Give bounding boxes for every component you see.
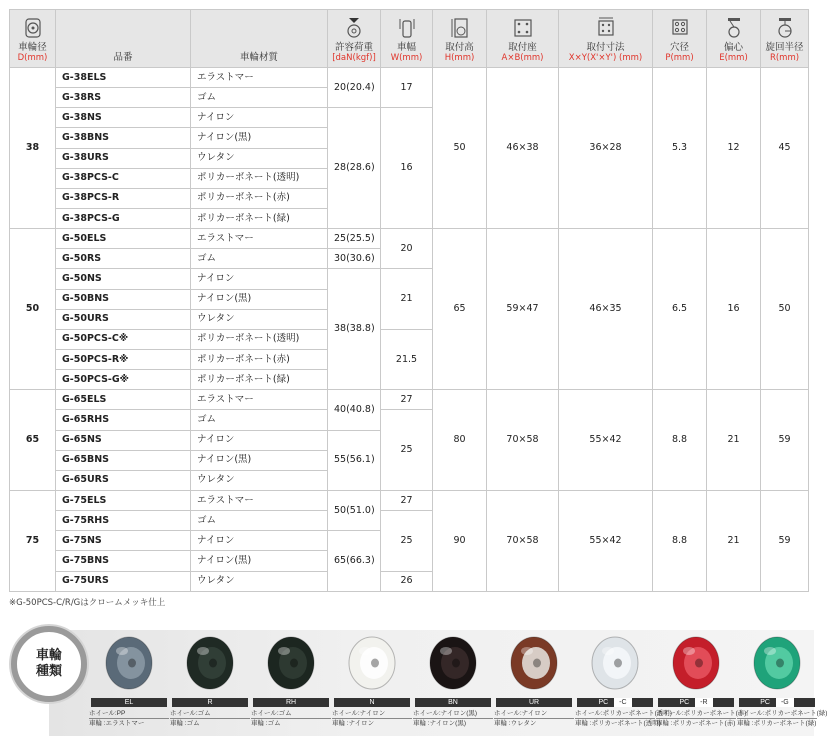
group-65 (10, 390, 809, 491)
hole-cell: 6.5 (653, 229, 707, 390)
wheel-image-icon (264, 634, 318, 692)
header-label: 偏心 (723, 42, 743, 53)
header-unit: X×Y(X'×Y') (mm) (568, 53, 643, 63)
material-cell: ナイロン (191, 531, 328, 551)
plate-cell: 46×38 (487, 68, 559, 229)
offset-icon (725, 17, 743, 39)
wheel-type-description (89, 709, 169, 728)
wheel-code-suffix: -R (695, 698, 712, 707)
part-code: G-38PCS-C (56, 168, 191, 188)
diameter-cell: 38 (10, 68, 56, 229)
wheel-code-suffix: -G (776, 698, 794, 707)
width-cell: 17 (381, 68, 433, 108)
material-cell: ナイロン(黒) (191, 551, 328, 571)
part-code: G-65RHS (56, 410, 191, 430)
footnote: ※G-50PCS-C/R/Gはクロームメッキ仕上 (9, 597, 166, 608)
part-code: G-50URS (56, 309, 191, 329)
header-unit: A×B(mm) (501, 53, 544, 63)
wheel-image-icon (669, 634, 723, 692)
part-code: G-50RS (56, 249, 191, 269)
header-label: 車輪径 (18, 42, 47, 53)
wheel-tire-material: 車輪 :ナイロン (332, 720, 375, 727)
hole-diameter-icon (670, 17, 690, 39)
wheel-code-label: BN (448, 699, 458, 706)
part-code: G-50PCS-R※ (56, 349, 191, 369)
wheel-tire-material: 車輪 :ゴム (170, 720, 200, 727)
material-cell: ポリカーボネート(透明) (191, 168, 328, 188)
wheel-type-item (737, 634, 827, 734)
wheel-hub-material: ホイール:PP (89, 709, 169, 719)
part-code: G-38NS (56, 108, 191, 128)
radius-cell: 45 (761, 68, 809, 229)
width-cell: 27 (381, 490, 433, 510)
wheel-code-label: PC (679, 699, 690, 706)
wheel-image-icon (750, 634, 804, 692)
width-cell: 27 (381, 390, 433, 410)
plate-cell: 70×58 (487, 390, 559, 491)
wheel-hub-material: ホイール:ゴム (251, 709, 331, 719)
badge-line: 車輪 (35, 648, 62, 663)
plate-cell: 70×58 (487, 490, 559, 591)
wheel-tire-material: 車輪 :ポリカーボネート(緑) (737, 720, 817, 727)
wheel-type-code (739, 698, 815, 707)
wheel-type-item (494, 634, 574, 734)
mounting-plate-icon (512, 17, 534, 39)
wheel-code-label: UR (528, 699, 540, 706)
wheel-tire-material: 車輪 :ポリカーボネート(赤) (656, 720, 736, 727)
wheel-image-icon (507, 634, 561, 692)
header-code (56, 10, 191, 68)
part-code: G-75ELS (56, 490, 191, 510)
wheel-type-code (577, 698, 653, 707)
height-cell: 50 (433, 68, 487, 229)
header-radius (761, 10, 809, 68)
header-load (328, 10, 381, 68)
wheel-type-description (656, 709, 747, 728)
material-cell: ナイロン (191, 108, 328, 128)
spec-sheet (9, 9, 808, 609)
wheel-code-label: PC (598, 699, 609, 706)
table-row (10, 229, 809, 249)
wheel-type-code (91, 698, 167, 707)
material-cell: ナイロン(黒) (191, 289, 328, 309)
wheel-type-item (413, 634, 493, 734)
wheel-type-description (332, 709, 412, 728)
material-cell: ナイロン (191, 430, 328, 450)
wheel-types-panel (49, 630, 827, 736)
header-unit: R(mm) (769, 53, 800, 63)
part-code: G-50NS (56, 269, 191, 289)
part-code: G-50ELS (56, 229, 191, 249)
part-code: G-38BNS (56, 128, 191, 148)
part-code: G-75BNS (56, 551, 191, 571)
hole-cell: 5.3 (653, 68, 707, 229)
dims-cell: 55×42 (559, 390, 653, 491)
material-cell: ポリカーボネート(赤) (191, 188, 328, 208)
load-cell: 65(66.3) (328, 531, 381, 591)
wheel-type-description (170, 709, 250, 728)
dims-cell: 46×35 (559, 229, 653, 390)
material-cell: ゴム (191, 88, 328, 108)
material-cell: ナイロン(黒) (191, 450, 328, 470)
wheel-type-code (415, 698, 491, 707)
part-code: G-75RHS (56, 511, 191, 531)
material-cell: ポリカーボネート(緑) (191, 208, 328, 228)
load-cell: 40(40.8) (328, 390, 381, 430)
wheel-image-icon (102, 634, 156, 692)
wheel-type-code (334, 698, 410, 707)
wheel-type-description (413, 709, 493, 728)
wheel-image-icon (588, 634, 642, 692)
material-cell: ウレタン (191, 148, 328, 168)
wheel-type-description (251, 709, 331, 728)
wheel-type-code (253, 698, 329, 707)
material-cell: エラストマー (191, 68, 328, 88)
part-code: G-65BNS (56, 450, 191, 470)
table-row (10, 68, 809, 88)
material-cell: エラストマー (191, 490, 328, 510)
load-cell: 28(28.6) (328, 108, 381, 229)
header-label: 取付寸法 (586, 42, 625, 53)
header-hole (653, 10, 707, 68)
wheel-type-item (170, 634, 250, 734)
header-unit: H(mm) (444, 53, 475, 63)
header-width (381, 10, 433, 68)
header-offset (707, 10, 761, 68)
part-code: G-75URS (56, 571, 191, 591)
wheel-code-suffix: -C (614, 698, 631, 707)
wheel-type-description (575, 709, 672, 728)
material-cell: ナイロン(黒) (191, 128, 328, 148)
wheel-tire-material: 車輪 :ウレタン (494, 720, 537, 727)
part-code: G-38ELS (56, 68, 191, 88)
radius-cell: 59 (761, 490, 809, 591)
table-row (10, 390, 809, 410)
width-cell: 21 (381, 269, 433, 329)
wheel-tire-material: 車輪 :ゴム (251, 720, 281, 727)
diameter-cell: 50 (10, 229, 56, 390)
material-cell: ゴム (191, 511, 328, 531)
wheel-width-icon (398, 17, 416, 39)
load-cell: 55(56.1) (328, 430, 381, 490)
material-cell: ポリカーボネート(透明) (191, 329, 328, 349)
group-38 (10, 68, 809, 229)
diameter-cell: 65 (10, 390, 56, 491)
mounting-height-icon (450, 17, 470, 39)
wheel-type-item (575, 634, 672, 734)
header-height (433, 10, 487, 68)
load-cell: 30(30.6) (328, 249, 381, 269)
header-plate (487, 10, 559, 68)
wheel-type-item (89, 634, 169, 734)
wheel-code-label: PC (760, 699, 770, 706)
width-cell: 16 (381, 108, 433, 229)
material-cell: ウレタン (191, 470, 328, 490)
group-75 (10, 490, 809, 591)
header-label: 車輪材質 (239, 52, 278, 63)
material-cell: ゴム (191, 410, 328, 430)
header-label: 取付座 (508, 42, 537, 53)
wheel-hub-material: ホイール:ゴム (170, 709, 250, 719)
wheel-hub-material: ホイール:ナイロン (332, 709, 412, 719)
header-label: 旋回半径 (765, 42, 804, 53)
part-code: G-50BNS (56, 289, 191, 309)
dims-cell: 55×42 (559, 490, 653, 591)
plate-cell: 59×47 (487, 229, 559, 390)
wheel-image-icon (183, 634, 237, 692)
radius-cell: 50 (761, 229, 809, 390)
header-unit: D(mm) (17, 53, 48, 63)
height-cell: 80 (433, 390, 487, 491)
header-label: 取付高 (445, 42, 474, 53)
table-row (10, 490, 809, 510)
badge-line: 種類 (35, 664, 62, 679)
wheel-hub-material: ホイール:ポリカーボネート(緑) (737, 710, 827, 717)
header-unit: P(mm) (665, 53, 694, 63)
wheel-type-code (658, 698, 734, 707)
width-cell: 26 (381, 571, 433, 591)
width-cell: 21.5 (381, 329, 433, 389)
spec-table (9, 9, 809, 592)
width-cell: 20 (381, 229, 433, 269)
load-cell: 20(20.4) (328, 68, 381, 108)
offset-cell: 21 (707, 390, 761, 491)
wheel-tire-material: 車輪 :エラストマー (89, 720, 145, 727)
wheel-hub-material: ホイール:ナイロン (494, 709, 574, 719)
wheel-type-description (737, 709, 827, 728)
height-cell: 90 (433, 490, 487, 591)
part-code: G-75NS (56, 531, 191, 551)
header-label: 車幅 (396, 42, 416, 53)
part-code: G-65ELS (56, 390, 191, 410)
material-cell: ウレタン (191, 571, 328, 591)
header-material (191, 10, 328, 68)
material-cell: ポリカーボネート(緑) (191, 370, 328, 390)
part-code: G-38URS (56, 148, 191, 168)
wheel-type-code (172, 698, 248, 707)
wheel-type-description (494, 709, 574, 728)
wheel-type-item (251, 634, 331, 734)
part-code: G-38PCS-G (56, 208, 191, 228)
wheel-image-icon (345, 634, 399, 692)
offset-cell: 12 (707, 68, 761, 229)
material-cell: ゴム (191, 249, 328, 269)
wheel-types-badge (11, 626, 87, 702)
wheel-type-item (332, 634, 412, 734)
load-cell: 50(51.0) (328, 490, 381, 530)
width-cell: 25 (381, 410, 433, 491)
material-cell: エラストマー (191, 390, 328, 410)
hole-cell: 8.8 (653, 390, 707, 491)
material-cell: ナイロン (191, 269, 328, 289)
height-cell: 65 (433, 229, 487, 390)
wheel-type-item (656, 634, 747, 734)
header-unit: E(mm) (719, 53, 748, 63)
diameter-cell: 75 (10, 490, 56, 591)
offset-cell: 21 (707, 490, 761, 591)
part-code: G-50PCS-G※ (56, 370, 191, 390)
material-cell: エラストマー (191, 229, 328, 249)
group-50 (10, 229, 809, 390)
wheel-hub-material: ホイール:ポリカーボネート(赤) (656, 710, 747, 717)
wheel-image-icon (426, 634, 480, 692)
material-cell: ウレタン (191, 309, 328, 329)
wheel-types-section (9, 630, 827, 736)
header-unit: W(mm) (390, 53, 423, 63)
wheel-hub-material: ホイール:ポリカーボネート(透明) (575, 710, 672, 717)
header-row (10, 10, 809, 68)
radius-cell: 59 (761, 390, 809, 491)
part-code: G-38PCS-R (56, 188, 191, 208)
load-cell: 25(25.5) (328, 229, 381, 249)
wheel-code-label: R (207, 699, 213, 706)
wheel-type-code (496, 698, 572, 707)
mounting-dimension-icon (595, 17, 617, 39)
header-unit: [daN(kgf)] (332, 53, 376, 63)
material-cell: ポリカーボネート(赤) (191, 349, 328, 369)
wheel-code-label: RH (285, 699, 297, 706)
offset-cell: 16 (707, 229, 761, 390)
part-code: G-50PCS-C※ (56, 329, 191, 349)
header-label: 穴径 (669, 42, 689, 53)
wheel-tire-material: 車輪 :ナイロン(黒) (413, 720, 466, 727)
part-code: G-65NS (56, 430, 191, 450)
part-code: G-65URS (56, 470, 191, 490)
header-label: 許容荷重 (334, 42, 373, 53)
header-diameter (10, 10, 56, 68)
width-cell: 25 (381, 511, 433, 571)
wheel-code-label: N (369, 699, 375, 706)
dims-cell: 36×28 (559, 68, 653, 229)
load-cell: 38(38.8) (328, 269, 381, 390)
header-dims (559, 10, 653, 68)
wheel-hub-material: ホイール:ナイロン(黒) (413, 709, 493, 719)
wheel-tire-material: 車輪 :ポリカーボネート(透明) (575, 720, 661, 727)
swivel-radius-icon (776, 17, 794, 39)
part-code: G-38RS (56, 88, 191, 108)
hole-cell: 8.8 (653, 490, 707, 591)
load-capacity-icon (345, 17, 363, 39)
wheel-diameter-icon (24, 17, 42, 39)
header-label: 品番 (113, 52, 133, 63)
wheel-code-label: EL (124, 699, 134, 706)
